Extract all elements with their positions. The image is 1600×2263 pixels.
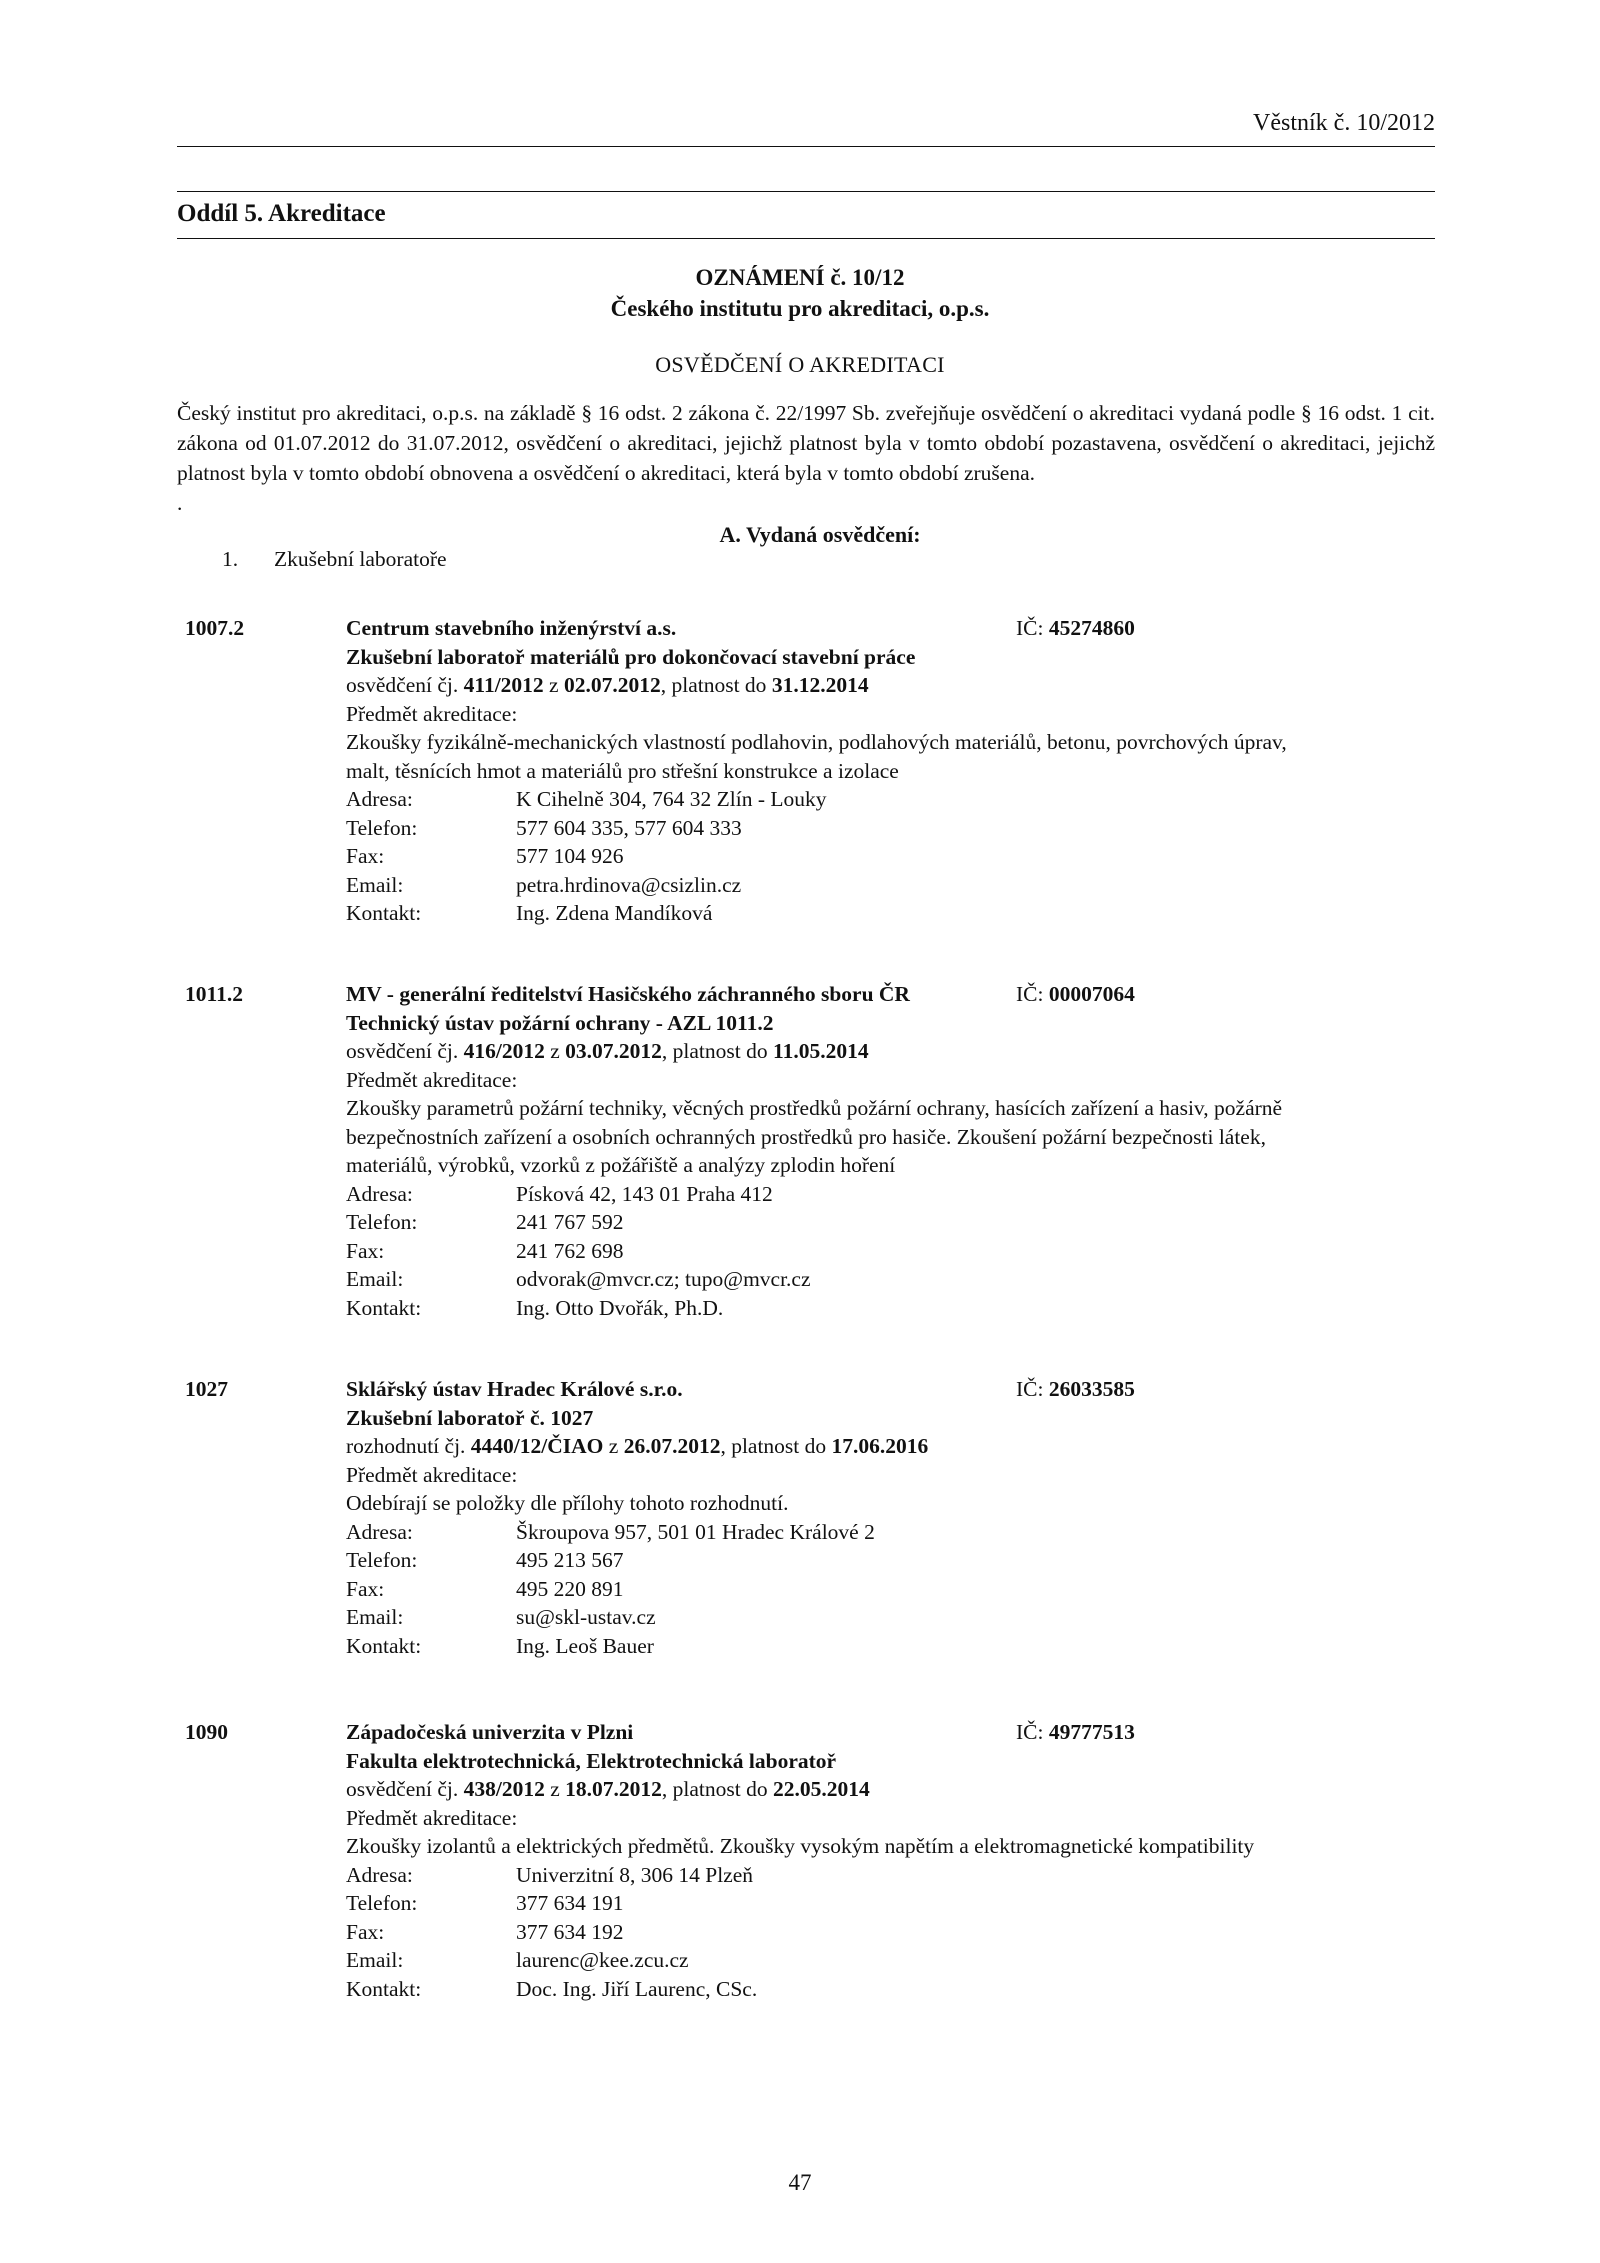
ico-label: IČ: <box>1016 982 1044 1006</box>
subheading-issued: A. Vydaná osvědčení: <box>719 522 921 547</box>
entry-laboratory: Technický ústav požární ochrany - AZL 1011.2 <box>346 1010 774 1035</box>
header-rule <box>177 146 1435 147</box>
address-row <box>346 1518 1446 1547</box>
phone-row <box>346 1889 1446 1918</box>
email-row <box>346 1265 1446 1294</box>
email-row <box>346 1603 1446 1632</box>
entry-organization: Sklářský ústav Hradec Králové s.r.o. <box>346 1377 683 1401</box>
contact-label: Kontakt: <box>346 1295 422 1320</box>
cert-number: 4440/12/ČIAO <box>470 1434 604 1458</box>
email-value: petra.hrdinova@csizlin.cz <box>516 872 742 897</box>
ico-label: IČ: <box>1016 1720 1044 1744</box>
email-value: odvorak@mvcr.cz; tupo@mvcr.cz <box>516 1267 811 1291</box>
email-row <box>346 871 1446 900</box>
phone-value: 241 767 592 <box>516 1210 624 1234</box>
fax-value: 495 220 891 <box>516 1576 624 1601</box>
ico-value: 00007064 <box>1048 982 1135 1006</box>
address-row <box>346 1180 1446 1209</box>
phone-label: Telefon: <box>346 1891 418 1915</box>
subject-line: Odebírají se položky dle přílohy tohoto rozhodnutí. <box>346 1491 789 1515</box>
cert-number: 416/2012 <box>463 1039 545 1063</box>
phone-value: 495 213 567 <box>516 1548 624 1572</box>
address-value: Univerzitní 8, 306 14 Plzeň <box>516 1862 754 1887</box>
cert-z: z <box>550 1777 560 1801</box>
fax-label: Fax: <box>346 1238 385 1263</box>
address-label: Adresa: <box>346 1519 413 1544</box>
subject-label: Předmět akreditace: <box>346 1805 518 1830</box>
certificate-heading: OSVĚDČENÍ O AKREDITACI <box>655 352 945 377</box>
entry-laboratory: Zkušební laboratoř č. 1027 <box>346 1405 594 1430</box>
cert-date: 26.07.2012 <box>623 1434 721 1458</box>
contact-row <box>346 1294 1446 1323</box>
entry-organization: Centrum stavebního inženýrství a.s. <box>346 616 677 640</box>
cert-prefix: osvědčení čj. <box>346 1777 459 1801</box>
email-row <box>346 1946 1446 1975</box>
page-number: 47 <box>788 2170 812 2195</box>
email-label: Email: <box>346 1605 404 1629</box>
phone-value: 577 604 335, 577 604 333 <box>516 815 742 840</box>
fax-label: Fax: <box>346 1576 385 1601</box>
cert-date: 18.07.2012 <box>565 1777 662 1801</box>
entry-code: 1027 <box>185 1377 228 1401</box>
intro-dot: . <box>177 491 183 515</box>
list-number: 1. <box>222 547 239 571</box>
fax-label: Fax: <box>346 844 385 868</box>
contact-row <box>346 899 1446 928</box>
cert-valid-until: 11.05.2014 <box>773 1039 869 1063</box>
fax-row <box>346 842 1446 871</box>
intro-paragraph <box>177 398 1435 518</box>
phone-label: Telefon: <box>346 1548 418 1572</box>
phone-value: 377 634 191 <box>516 1891 624 1915</box>
cert-valid-label: , platnost do <box>661 1039 768 1063</box>
subject-label: Předmět akreditace: <box>346 1462 518 1487</box>
contact-label: Kontakt: <box>346 1976 422 2001</box>
ico-value: 26033585 <box>1048 1377 1135 1401</box>
entry-certificate <box>346 1775 1446 1804</box>
cert-z: z <box>549 673 559 697</box>
subject-line: materiálů, výrobků, vzorků z požářiště a analýzy zplodin hoření <box>346 1153 896 1177</box>
address-label: Adresa: <box>346 1862 413 1887</box>
contact-value: Ing. Leoš Bauer <box>516 1633 654 1658</box>
fax-value: 241 762 698 <box>516 1238 624 1263</box>
email-label: Email: <box>346 1948 404 1972</box>
journal-header: Věstník č. 10/2012 <box>1253 110 1435 136</box>
entry-certificate <box>346 671 1446 700</box>
entry-certificate <box>346 1432 1446 1461</box>
contact-value: Doc. Ing. Jiří Laurenc, CSc. <box>516 1976 758 2001</box>
subject-line: Zkoušky parametrů požární techniky, věcných prostředků požární ochrany, hasících zařízení a hasiv, požárně <box>346 1096 1283 1120</box>
entry-organization: MV - generální ředitelství Hasičského záchranného sboru ČR <box>346 982 910 1006</box>
contact-row <box>346 1975 1446 2004</box>
contact-row <box>346 1632 1446 1661</box>
entry-certificate <box>346 1037 1446 1066</box>
cert-valid-until: 31.12.2014 <box>771 673 869 697</box>
entry-organization: Západočeská univerzita v Plzni <box>346 1720 634 1744</box>
fax-row <box>346 1575 1446 1604</box>
contact-value: Ing. Zdena Mandíková <box>516 901 713 925</box>
fax-value: 577 104 926 <box>516 844 624 868</box>
entry-code: 1090 <box>185 1720 228 1744</box>
fax-row <box>346 1237 1446 1266</box>
subject-line: malt, těsnících hmot a materiálů pro střešní konstrukce a izolace <box>346 758 899 783</box>
subject-line: Zkoušky izolantů a elektrických předmětů. Zkoušky vysokým napětím a elektromagnetické kompatibility <box>346 1834 1255 1858</box>
section-title: Oddíl 5. Akreditace <box>177 200 386 227</box>
intro-text: Český institut pro akreditaci, o.p.s. na základě § 16 odst. 2 zákona č. 22/1997 Sb. zveřejňuje osvědčení o akreditaci vydaná podle § 16 odst. 1 cit. zákona od 01.07.2012 do 31.07.2012, osvědčení o akreditaci, jejichž platnost byla v tomto období pozastavena, osvědčení o akreditaci, jejichž platnost byla v tomto období obnovena a osvědčení o akreditaci, která byla v tomto období zrušena. <box>177 401 1435 485</box>
entry-code: 1011.2 <box>185 982 243 1006</box>
section-rule-top <box>177 191 1435 192</box>
cert-z: z <box>550 1039 560 1063</box>
cert-prefix: osvědčení čj. <box>346 1039 459 1063</box>
fax-value: 377 634 192 <box>516 1919 624 1944</box>
email-label: Email: <box>346 872 404 897</box>
address-value: Škroupova 957, 501 01 Hradec Králové 2 <box>516 1519 875 1544</box>
subject-line: bezpečnostních zařízení a osobních ochranných prostředků pro hasiče. Zkoušení požární bezpečnosti látek, <box>346 1124 1266 1149</box>
list-label: Zkušební laboratoře <box>274 547 447 571</box>
section-rule-bottom <box>177 238 1435 239</box>
address-label: Adresa: <box>346 1181 413 1206</box>
entry-body <box>346 614 1446 928</box>
address-label: Adresa: <box>346 787 413 811</box>
address-row <box>346 785 1446 814</box>
address-value: K Cihelně 304, 764 32 Zlín - Louky <box>516 787 827 811</box>
entry-body <box>346 1375 1446 1660</box>
address-row <box>346 1861 1446 1890</box>
ico-label: IČ: <box>1016 616 1044 640</box>
announcement-subtitle: Českého institutu pro akreditaci, o.p.s. <box>610 296 990 321</box>
phone-row <box>346 814 1446 843</box>
subject-line: Zkoušky fyzikálně-mechanických vlastností podlahovin, podlahových materiálů, betonu, povrchových úprav, <box>346 730 1287 754</box>
cert-number: 438/2012 <box>463 1777 545 1801</box>
contact-label: Kontakt: <box>346 1633 422 1658</box>
address-value: Písková 42, 143 01 Praha 412 <box>516 1181 773 1206</box>
cert-valid-label: , platnost do <box>660 673 767 697</box>
cert-prefix: rozhodnutí čj. <box>346 1434 466 1458</box>
fax-row <box>346 1918 1446 1947</box>
ico-label: IČ: <box>1016 1377 1044 1401</box>
phone-row <box>346 1546 1446 1575</box>
cert-valid-label: , platnost do <box>720 1434 827 1458</box>
contact-label: Kontakt: <box>346 901 422 925</box>
cert-z: z <box>608 1434 619 1458</box>
cert-valid-until: 22.05.2014 <box>773 1777 870 1801</box>
entry-laboratory: Fakulta elektrotechnická, Elektrotechnická laboratoř <box>346 1748 837 1773</box>
email-value: laurenc@kee.zcu.cz <box>516 1948 689 1972</box>
ico-value: 49777513 <box>1048 1720 1135 1744</box>
email-label: Email: <box>346 1267 404 1291</box>
phone-label: Telefon: <box>346 1210 418 1234</box>
fax-label: Fax: <box>346 1919 385 1944</box>
phone-label: Telefon: <box>346 815 418 840</box>
cert-prefix: osvědčení čj. <box>346 673 459 697</box>
cert-valid-until: 17.06.2016 <box>831 1434 929 1458</box>
contact-value: Ing. Otto Dvořák, Ph.D. <box>516 1295 724 1320</box>
cert-date: 03.07.2012 <box>565 1039 662 1063</box>
email-value: su@skl-ustav.cz <box>516 1605 656 1629</box>
cert-date: 02.07.2012 <box>563 673 661 697</box>
subject-label: Předmět akreditace: <box>346 1067 518 1092</box>
ico-value: 45274860 <box>1048 616 1135 640</box>
entry-laboratory: Zkušební laboratoř materiálů pro dokončovací stavební práce <box>346 644 916 669</box>
announcement-title: OZNÁMENÍ č. 10/12 <box>695 265 905 290</box>
list-item-test-labs <box>222 547 447 572</box>
entry-body <box>346 1718 1446 2003</box>
cert-number: 411/2012 <box>463 673 544 697</box>
phone-row <box>346 1208 1446 1237</box>
subject-label: Předmět akreditace: <box>346 701 518 726</box>
entry-body <box>346 980 1446 1322</box>
cert-valid-label: , platnost do <box>661 1777 768 1801</box>
entry-code: 1007.2 <box>185 616 245 640</box>
